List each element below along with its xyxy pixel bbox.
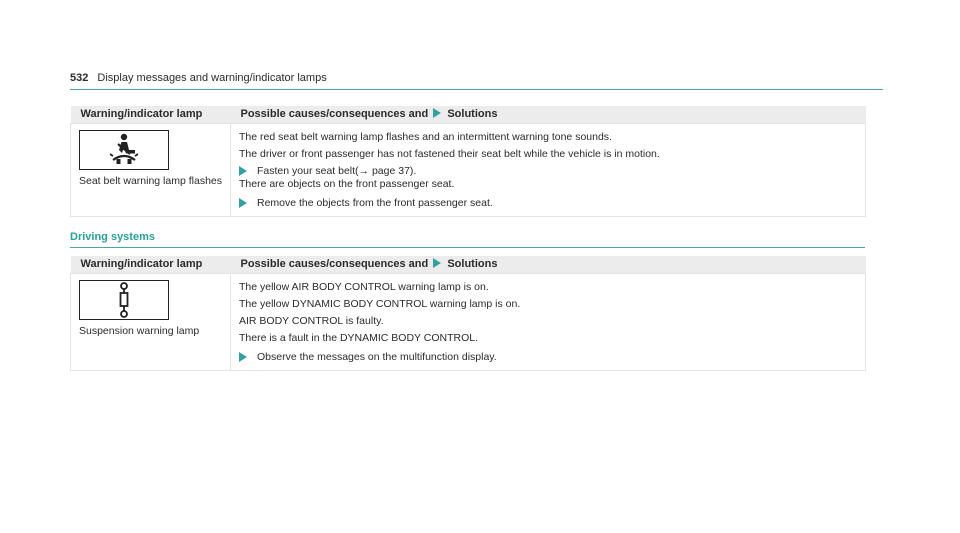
lamp-label: Seat belt warning lamp flashes xyxy=(79,175,222,187)
solution-text: Fasten your seat belt(→ page 37). xyxy=(257,165,417,177)
lamp-label: Suspension warning lamp xyxy=(79,325,200,337)
solution-step xyxy=(239,197,857,210)
arrow-right-icon xyxy=(433,108,441,118)
arrow-right-icon xyxy=(239,166,247,176)
cause-text: The red seat belt warning lamp flashes and an intermittent warning tone sounds. xyxy=(239,131,612,143)
solution-text: Remove the objects from the front passenger seat. xyxy=(257,197,493,209)
lamp-cell xyxy=(71,274,231,371)
solution-step xyxy=(239,351,857,364)
cause-text: The yellow DYNAMIC BODY CONTROL warning lamp is on. xyxy=(239,298,521,310)
causes-header-label: Possible causes/consequences and xyxy=(240,108,429,120)
description-cell xyxy=(231,274,866,371)
lamp-cell xyxy=(71,124,231,217)
suspension-lamp-box xyxy=(79,280,169,320)
lamp-column-header: Warning/indicator lamp xyxy=(71,106,231,124)
seat-belt-icon xyxy=(107,133,141,167)
cause-text: The yellow AIR BODY CONTROL warning lamp is on. xyxy=(239,281,489,293)
causes-column-header xyxy=(231,106,866,124)
causes-header-label: Possible causes/consequences and xyxy=(240,258,429,270)
seat-belt-warning-table xyxy=(70,106,866,217)
suspension-icon xyxy=(114,282,134,318)
arrow-right-icon xyxy=(433,258,441,268)
lamp-column-header: Warning/indicator lamp xyxy=(71,256,231,274)
seat-belt-lamp-box xyxy=(79,130,169,170)
page-header-title: Display messages and warning/indicator lamps xyxy=(97,72,327,84)
page-number: 532 xyxy=(70,72,89,84)
arrow-right-icon xyxy=(239,198,247,208)
cause-text: There is a fault in the DYNAMIC BODY CONTROL. xyxy=(239,332,479,344)
description-cell xyxy=(231,124,866,217)
section-title: Driving systems xyxy=(70,231,865,248)
arrow-right-icon xyxy=(239,352,247,362)
page-header xyxy=(70,71,883,90)
cause-text: There are objects on the front passenger seat. xyxy=(239,178,455,190)
cause-text: The driver or front passenger has not fastened their seat belt while the vehicle is in motion. xyxy=(239,148,660,160)
suspension-warning-table xyxy=(70,256,866,371)
cause-text: AIR BODY CONTROL is faulty. xyxy=(239,315,384,327)
solution-step xyxy=(239,165,857,178)
solutions-header-label: Solutions xyxy=(447,258,498,270)
causes-column-header xyxy=(231,256,866,274)
solutions-header-label: Solutions xyxy=(447,108,498,120)
solution-text: Observe the messages on the multifunction display. xyxy=(257,351,497,363)
